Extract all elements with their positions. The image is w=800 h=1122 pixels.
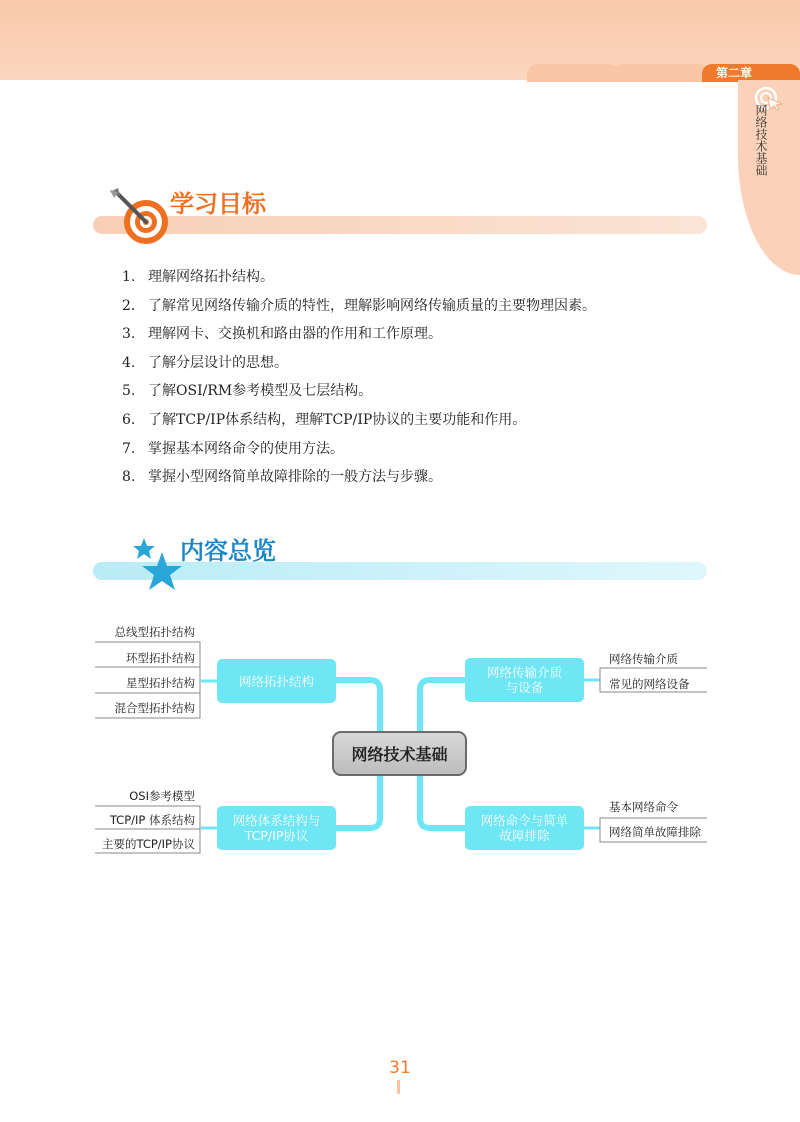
mindmap-leaf: 网络传输介质 bbox=[609, 652, 678, 666]
section-title-goals: 学习目标 bbox=[170, 190, 266, 218]
list-item: 4. 了解分层设计的思想。 bbox=[122, 354, 288, 371]
list-item: 6. 了解TCP/IP体系结构，理解TCP/IP协议的主要功能和作用。 bbox=[122, 411, 527, 428]
page-number-tick bbox=[397, 1080, 400, 1094]
mindmap-leaf: 环型拓扑结构 bbox=[126, 651, 195, 665]
mindmap-leaf: OSI参考模型 bbox=[129, 789, 195, 803]
mindmap-leaf: 常见的网络设备 bbox=[609, 677, 690, 691]
mindmap-leaf: 基本网络命令 bbox=[609, 800, 678, 814]
mindmap-branch-commands: 网络命令与简单 故障排除 bbox=[465, 806, 584, 850]
list-item: 5. 了解OSI/RM参考模型及七层结构。 bbox=[122, 383, 373, 400]
list-item: 8. 掌握小型网络简单故障排除的一般方法与步骤。 bbox=[122, 469, 442, 486]
side-chapter-title: 网络技术基础 bbox=[754, 104, 768, 176]
mindmap-leaf: 总线型拓扑结构 bbox=[114, 625, 195, 639]
list-item: 2. 了解常见网络传输介质的特性，理解影响网络传输质量的主要物理因素。 bbox=[122, 297, 596, 314]
list-item: 3. 理解网卡、交换机和路由器的作用和工作原理。 bbox=[122, 326, 442, 343]
page-number: 31 bbox=[389, 1058, 411, 1078]
mindmap-center-node: 网络技术基础 bbox=[332, 731, 467, 776]
list-item: 1. 理解网络拓扑结构。 bbox=[122, 269, 274, 285]
mindmap-branch-architecture: 网络体系结构与 TCP/IP协议 bbox=[217, 806, 336, 850]
mindmap-leaf: 主要的TCP/IP协议 bbox=[101, 837, 195, 851]
mindmap-leaf: 网络简单故障排除 bbox=[609, 825, 701, 839]
mindmap-leaf: 星型拓扑结构 bbox=[126, 676, 195, 690]
mindmap-branch-media: 网络传输介质 与设备 bbox=[465, 658, 584, 702]
chapter-tab: 第二章 bbox=[702, 64, 800, 82]
list-item: 7. 掌握基本网络命令的使用方法。 bbox=[122, 440, 344, 457]
mindmap-leaf: TCP/IP 体系结构 bbox=[109, 813, 195, 827]
section-title-overview: 内容总览 bbox=[180, 537, 276, 565]
mindmap-leaf: 混合型拓扑结构 bbox=[114, 701, 195, 715]
mindmap-branch-topology: 网络拓扑结构 bbox=[217, 659, 336, 703]
